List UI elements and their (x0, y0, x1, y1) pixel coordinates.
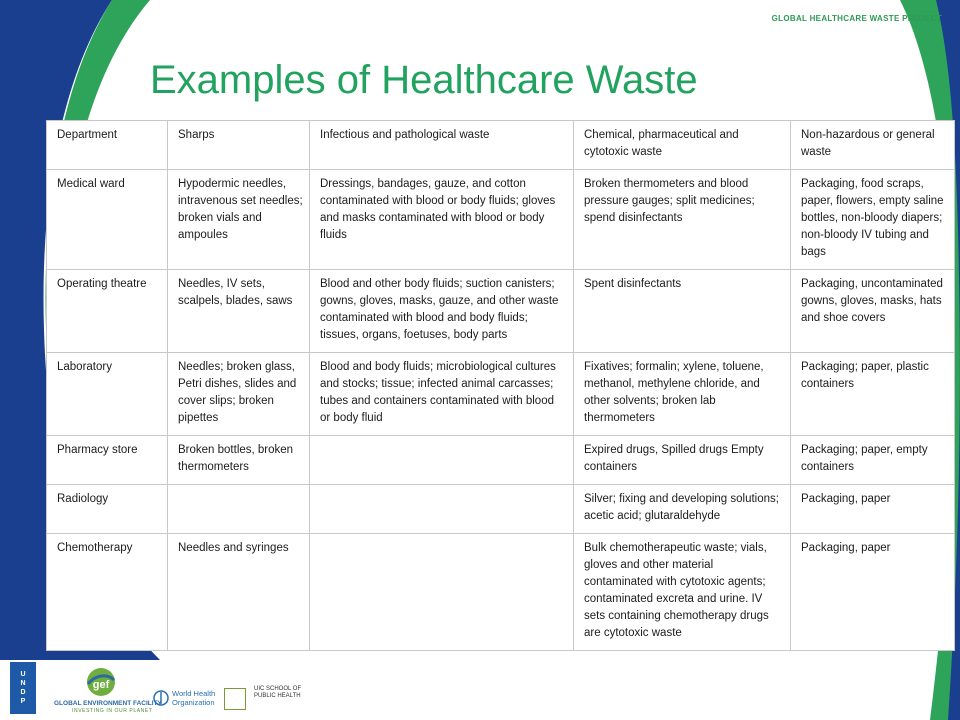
gef-globe-icon (84, 666, 118, 698)
slide-title: Examples of Healthcare Waste (150, 58, 698, 102)
cell-infectious: Blood and other body fluids; suction canisters; gowns, gloves, masks, gauze, and other waste contaminated with blood and body fluids; tissues, organs, foetuses, body parts (310, 270, 574, 353)
cell-infectious (310, 436, 574, 485)
project-banner: GLOBAL HEALTHCARE WASTE PROJECT (771, 14, 942, 23)
cell-general: Packaging; paper, empty containers (791, 436, 955, 485)
header-general: Non-hazardous or general waste (791, 121, 955, 170)
cell-chemical: Broken thermometers and blood pressure gauges; split medicines; spend disinfectants (574, 170, 791, 270)
table-row (47, 485, 955, 534)
who-name: World Health Organization (172, 689, 216, 707)
cell-department: Laboratory (47, 353, 168, 436)
cell-chemical: Silver; fixing and developing solutions; acetic acid; glutaraldehyde (574, 485, 791, 534)
cell-sharps: Broken bottles, broken thermometers (168, 436, 310, 485)
cell-department: Chemotherapy (47, 534, 168, 651)
undp-logo: U N D P (10, 662, 36, 714)
partner-logos (0, 660, 330, 720)
cell-infectious (310, 485, 574, 534)
cell-infectious (310, 534, 574, 651)
table-row (47, 436, 955, 485)
cell-sharps: Needles, IV sets, scalpels, blades, saws (168, 270, 310, 353)
cell-department: Medical ward (47, 170, 168, 270)
cell-sharps: Hypodermic needles, intravenous set needles; broken vials and ampoules (168, 170, 310, 270)
cell-sharps (168, 485, 310, 534)
who-emblem-icon (153, 690, 169, 706)
table-header-row (47, 121, 955, 170)
table-row (47, 270, 955, 353)
cell-general: Packaging, paper (791, 485, 955, 534)
cell-chemical: Spent disinfectants (574, 270, 791, 353)
table-row (47, 353, 955, 436)
cell-department: Radiology (47, 485, 168, 534)
waste-table (46, 120, 955, 651)
cell-infectious: Dressings, bandages, gauze, and cotton contaminated with blood or body fluids; gloves and masks contaminated with blood or body fluids (310, 170, 574, 270)
gef-tagline: INVESTING IN OUR PLANET (72, 708, 153, 714)
header-infectious: Infectious and pathological waste (310, 121, 574, 170)
gef-name: GLOBAL ENVIRONMENT FACILITY (54, 700, 162, 707)
cell-infectious: Blood and body fluids; microbiological cultures and stocks; tissue; infected animal carcasses; tubes and containers contaminated with blood or body fluid (310, 353, 574, 436)
header-department: Department (47, 121, 168, 170)
cell-chemical: Expired drugs, Spilled drugs Empty containers (574, 436, 791, 485)
table-row (47, 170, 955, 270)
hcwh-logo (224, 688, 246, 710)
cell-department: Operating theatre (47, 270, 168, 353)
header-sharps: Sharps (168, 121, 310, 170)
table-row (47, 534, 955, 651)
cell-department: Pharmacy store (47, 436, 168, 485)
cell-chemical: Fixatives; formalin; xylene, toluene, methanol, methylene chloride, and other solvents; broken lab thermometers (574, 353, 791, 436)
gef-mark-text: gef (92, 679, 110, 691)
cell-sharps: Needles and syringes (168, 534, 310, 651)
cell-general: Packaging, food scraps, paper, flowers, empty saline bottles, non-bloody diapers; non-bloody IV tubing and bags (791, 170, 955, 270)
header-chemical: Chemical, pharmaceutical and cytotoxic waste (574, 121, 791, 170)
cell-general: Packaging, uncontaminated gowns, gloves, masks, hats and shoe covers (791, 270, 955, 353)
cell-chemical: Bulk chemotherapeutic waste; vials, gloves and other material contaminated with cytotoxic agents; contaminated excreta and urine. IV sets containing chemotherapy drugs are cytotoxic waste (574, 534, 791, 651)
cell-sharps: Needles; broken glass, Petri dishes, slides and cover slips; broken pipettes (168, 353, 310, 436)
cell-general: Packaging; paper, plastic containers (791, 353, 955, 436)
cell-general: Packaging, paper (791, 534, 955, 651)
uic-school-name: UIC SCHOOL OF PUBLIC HEALTH (254, 686, 302, 699)
